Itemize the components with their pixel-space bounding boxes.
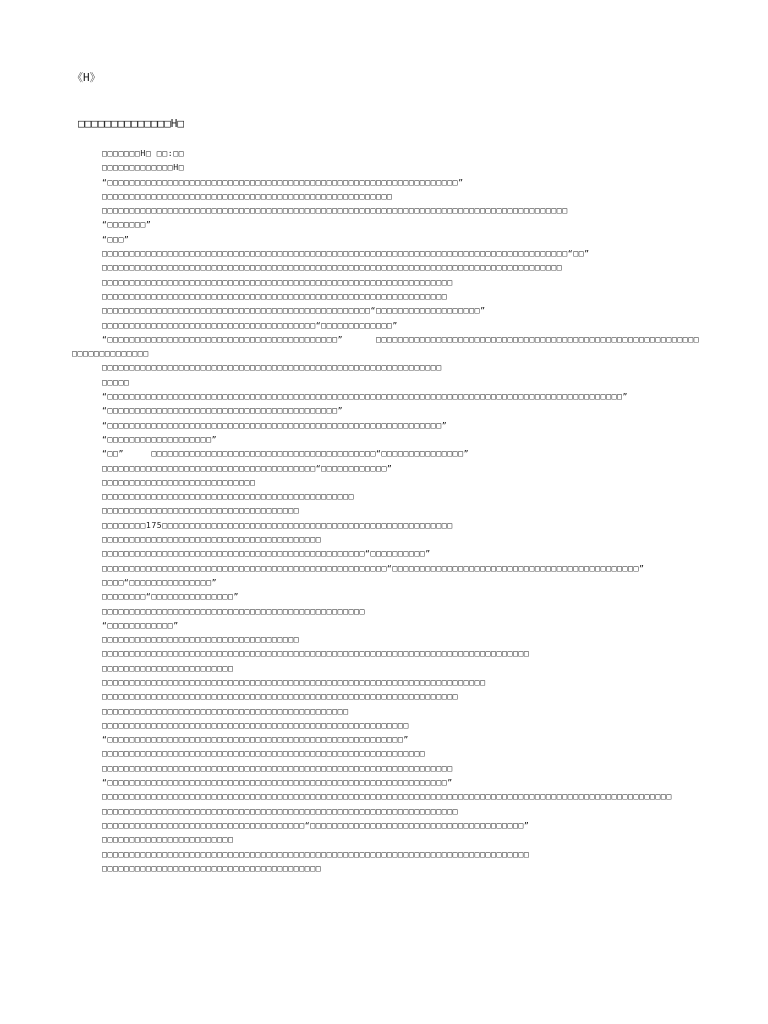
paragraph: □□□□□ (102, 376, 130, 387)
paragraph: □□□□□□□□□□□□□□□□□□□□□□□□□□□□□□□□□□□□□“□□□□□□□□□□□□□□□□□□□□□□□□□□□□□□□□□□□□□□□” (102, 819, 530, 830)
paragraph: □□□□□□□□□□□□□□□□□□□□□□□□ (102, 662, 234, 673)
paragraph: □□□□□□□□□□□□□□□□□□□□□□□□□□□□□□□□□□□□□□□□□□□□□□□□□□□□□□□□□□□□□□□□□□□□□□ (102, 676, 486, 687)
paragraph: □□□□□□□□□□□□□□□□□□□□□□□□□□□□□□□□□□□□□□□□□□□□□□□□□□□□□□□□□□□□□□□□□ (102, 805, 459, 816)
paragraph: □□□□□□□□□□□□□□□□□□□□□□□□□□□□ (102, 476, 256, 487)
paragraph: □□□□□□□□□□□□□□□□□□□□□□□□□□□□□□□□□□□□□□□□□□□□□□□□□□□□□□□□□□□□□□□□□□□□□□□□□□□□□□□□□□□□ (102, 262, 563, 273)
paragraph: □□□□□□□□175□□□□□□□□□□□□□□□□□□□□□□□□□□□□□□□□□□□□□□□□□□□□□□□□□□□□□ (102, 519, 453, 530)
paragraph: □□□□□□□□□□□□□□□□□□□□□□□□□□□□□□□□□□□□□□□□□□□□□□□□□□□□□ (102, 190, 393, 201)
paragraph: □□□□□□□□□□□□□□□□□□□□□□□□□□□□□□□□□□□□□□□□□□□□□□□□□□□□□□□□□□□□□□□□□□□□□□□□□□□□□□□□□□□□□ (102, 205, 568, 216)
paragraph: □□□□□□□□□□□□□□□□□□□□□□□□□□□□□□□□□□□□□□□□□□□□□ (102, 705, 349, 716)
paragraph: “□□□□□□□□□□□□□□□□□□□□□□□□□□□□□□□□□□□□□□□□□□□□□□□□□□□□□□□□□□□□□□□□□□□□□□□□□□□□□□□□□□□□□□□□□□□□□□” (102, 391, 629, 402)
paragraph: □□□□□□□□□□□□□□□□□□□□□□□□□□□□□□□□□□□□□□□□□□□□□□□□“□□□□□□□□□□” (102, 548, 431, 559)
paragraph: □□□□□□□□□□□□□□□□□□□□□□□□□□□□□□□□□□□□□□□□ (102, 862, 322, 873)
paragraph: □□□□□□□□□□□□□□□□□□□□□□□□□□□□□□□□□□□□□□□□□□□□□□□□□□□□□□□□□□□□□□□□□□□□□□□□□□□□□□ (102, 648, 530, 659)
paragraph: □□□□□□□□□□□□□H□ (102, 162, 185, 173)
paragraph: □□□□□□□□“□□□□□□□□□□□□□□□” (102, 591, 239, 602)
paragraph: “□□□□□□□□□□□□□□□□□□□□□□□□□□□□□□□□□□□□□□□□□□□□□□□□□□□□□□□□□□□□□□” (102, 777, 453, 788)
paragraph: □□□□□□□□□□□□□□□□□□□□□□□□□□□□□□□□□□□□□□□□□□□□□□□□□□□□□□□□□□□□□□□□□ (102, 691, 459, 702)
paragraph: □□□□□□□□□□□□□□□□□□□□□□□□□□□□□□□□□□□□□□□□□□□□□□□□□□□□□□□□□□□□□□□□□□□□□□□□□□□□□□□□□□□□□□□□□□□□□□□□□□□□□□□□ (102, 791, 672, 802)
paragraph: “□□□□□□□□□□□□□□□□□□□□□□□□□□□□□□□□□□□□□□□□□□□□□□□□□□□□□□□□□□□□□□□□” (102, 176, 464, 187)
paragraph: □□□□□□□□□□□□□□□□□□□□□□□□□□□□□□□□□□□□□□□□□□□□□□□□□□□□□□□□ (102, 719, 409, 730)
paragraph: “□□□□□□□□□□□□□□□□□□□□□□□□□□□□□□□□□□□□□□□□□□□□□□□□□□□□□□□□□□□□□” (102, 419, 448, 430)
paragraph: “□□□” (102, 233, 130, 244)
document-body (72, 146, 702, 875)
paragraph: □□□□□□□□□□□□□□□□□□□□□□□□□□□□□□□□□□□□□□□□ (102, 534, 322, 545)
paragraph: □□□□□□□□□□□□□□□□□□□□□□□□□□□□□□□□□□□□ (102, 634, 300, 645)
paragraph: □□□□□□□□□□□□□□□□□□□□□□□□□□□□□□□□□□□□□□□□□□□□□□□□□□□□□□□□□□□□□□ (102, 362, 442, 373)
paragraph: □□□□□□□□□□□□□□□□□□□□□□□□□□□□□□□□□□□□□□□□□□□□□□□□□“□□□□□□□□□□□□□□□□□□□” (102, 305, 486, 316)
paragraph: “□□□□□□□” (102, 219, 152, 230)
paragraph: □□□□□□□□□□□□□□□□□□□□□□□□□□□□□□□□□□□□□□□□□□□□□□□□□□□□□□□□□□□□□□□□□□□□□□□□□□□□□□□□□□□□□“□□” (102, 248, 590, 259)
paragraph: □□□□□□□□□□□□□□□□□□□□□□□□ (102, 834, 234, 845)
paragraph: “□□” □□□□□□□□□□□□□□□□□□□□□□□□□□□□□□□□□□□□□□□□□“□□□□□□□□□□□□□□□” (102, 448, 470, 459)
paragraph: □□□□□□□□□□□□□□□□□□□□□□□□□□□□□□□□□□□□ (102, 505, 300, 516)
paragraph: “□□□□□□□□□□□□□□□□□□□□□□□□□□□□□□□□□□□□□□□□□□” □□□□□□□□□□□□□□□□□□□□□□□□□□□□□□□□□□□□□□□□□□□□□□□□□□□□□□□□□□□□□□□□□□□□□□□□□ (72, 333, 700, 359)
paragraph: □□□□□□□□□□□□□□□□□□□□□□□□□□□□□□□□□□□□□□□□□□□□□□□□□□□□□□□□□□□□□□□□ (102, 762, 453, 773)
paragraph: □□□□□□□□□□□□□□□□□□□□□□□□□□□□□□□□□□□□□□□□□□□□□□□□□□□□□□□□□□□□□□□ (102, 290, 448, 301)
paragraph: “□□□□□□□□□□□□” (102, 619, 179, 630)
paragraph: □□□□□□□□□□□□□□□□□□□□□□□□□□□□□□□□□□□□□□□□□□□□□□□□□□□□□□□□□□□ (102, 748, 426, 759)
paragraph: □□□□□□□H□ □□:□□ (102, 148, 185, 158)
paragraph: □□□□□□□□□□□□□□□□□□□□□□□□□□□□□□□□□□□□□□□□□□□□□□□□□□□□□□□□□□□□□□□□ (102, 276, 453, 287)
paragraph: □□□□□□□□□□□□□□□□□□□□□□□□□□□□□□□□□□□□□□□“□□□□□□□□□□□□□” (102, 319, 398, 330)
paragraph: “□□□□□□□□□□□□□□□□□□□□□□□□□□□□□□□□□□□□□□□□□□□□□□□□□□□□□□” (102, 734, 409, 745)
paragraph: □□□□□□□□□□□□□□□□□□□□□□□□□□□□□□□□□□□□□□□□□□□□□□□□□□□□□□□□□□□□□□□□□□□□□□□□□□□□□□ (102, 848, 530, 859)
paragraph: □□□□“□□□□□□□□□□□□□□□” (102, 576, 218, 587)
document-subtitle: □□□□□□□□□□□□□□H□ (78, 117, 184, 130)
paragraph: □□□□□□□□□□□□□□□□□□□□□□□□□□□□□□□□□□□□□□□□□□□□□□□□□□□□“□□□□□□□□□□□□□□□□□□□□□□□□□□□□□□□□□□□□□□□□□□□□□” (102, 562, 645, 573)
paragraph: □□□□□□□□□□□□□□□□□□□□□□□□□□□□□□□□□□□□□□□□□□□□□□□□ (102, 605, 366, 616)
paragraph: “□□□□□□□□□□□□□□□□□□□” (102, 433, 218, 444)
paragraph: “□□□□□□□□□□□□□□□□□□□□□□□□□□□□□□□□□□□□□□□□□□” (102, 405, 344, 416)
paragraph: □□□□□□□□□□□□□□□□□□□□□□□□□□□□□□□□□□□□□□□“□□□□□□□□□□□□” (102, 462, 393, 473)
document-title: 《H》 (72, 71, 101, 84)
paragraph: □□□□□□□□□□□□□□□□□□□□□□□□□□□□□□□□□□□□□□□□□□□□□□ (102, 491, 355, 502)
